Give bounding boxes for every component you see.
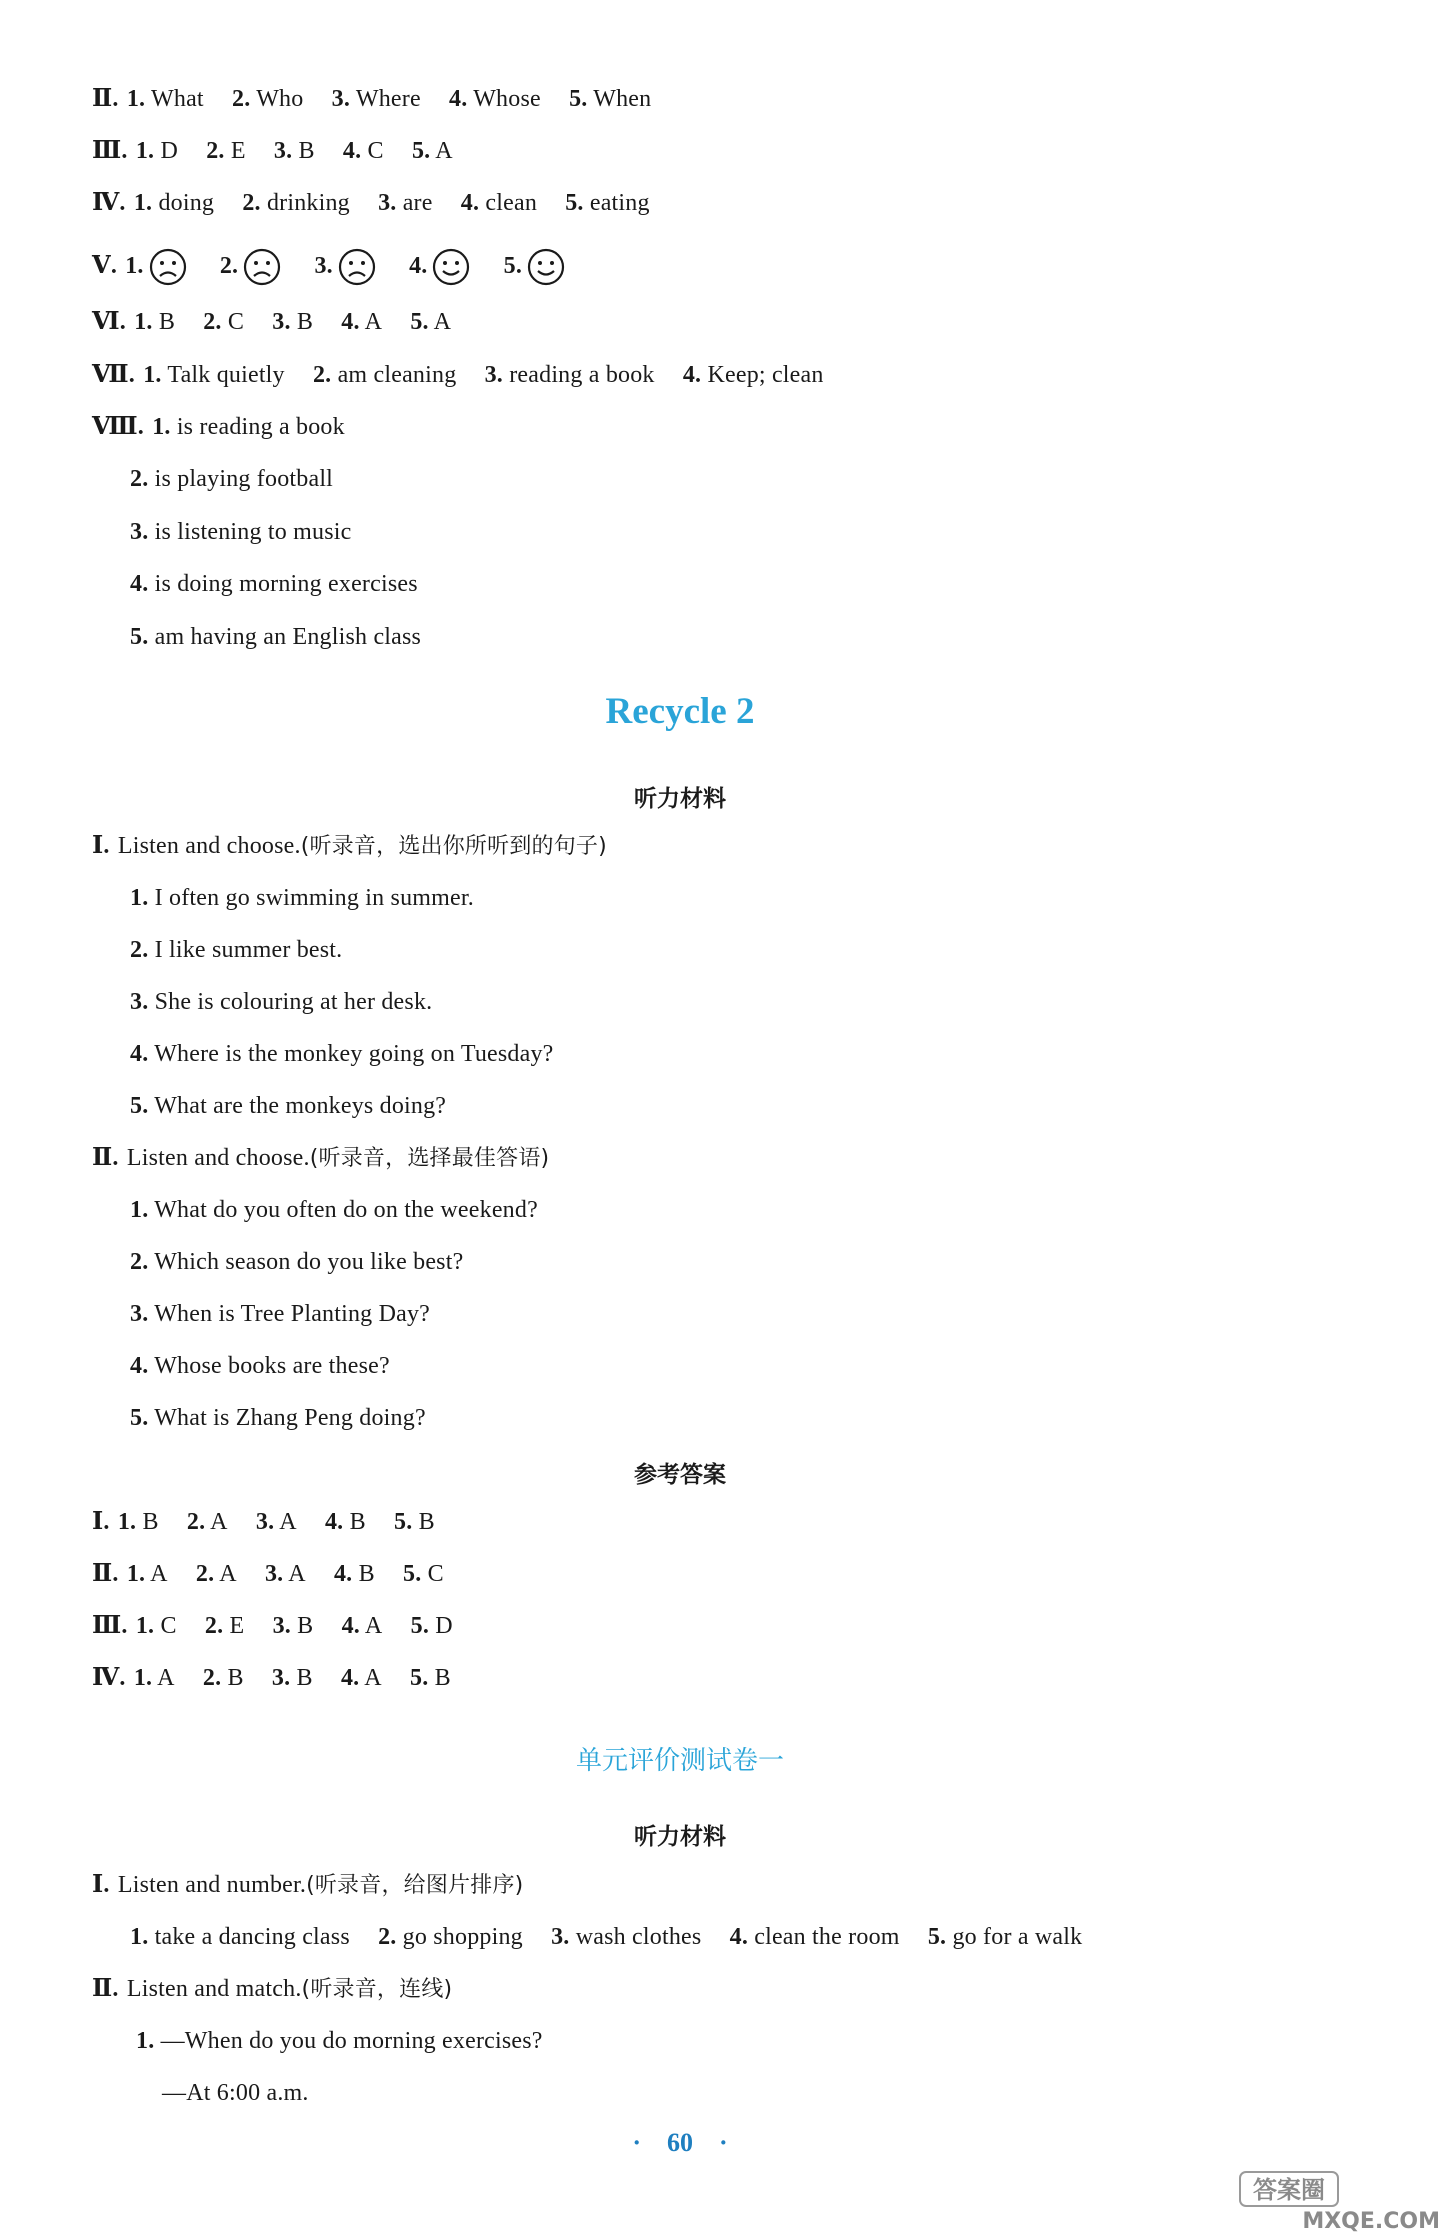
item-number: 4. [409,253,428,279]
roman-numeral: Ⅳ. [92,190,126,216]
item-number: 4. [682,362,702,388]
item-number: 2. [242,190,261,216]
page-number [0,2128,1360,2158]
item-number: 1. [143,362,162,388]
instruction-en: Listen and number. [117,1872,307,1898]
item-number: 1. [126,1561,146,1587]
item-number: 5. [410,1665,429,1691]
item-text: go shopping [402,1924,523,1950]
instruction-cn: (听录音，选择最佳答语) [309,1146,550,1171]
roman-numeral: Ⅴ. [92,253,118,279]
item-text: B [349,1509,366,1535]
item-text: B [297,1613,314,1639]
item-text: A [279,1509,297,1535]
roman-numeral: Ⅱ. [92,1145,119,1171]
item-text: drinking [266,190,350,216]
part2-heading [92,1974,452,2005]
item-number: 5. [503,253,523,279]
item-text: A [210,1509,228,1535]
item-text: Where [355,86,421,112]
item-text: Whose books are these? [154,1353,390,1379]
item-number: 5. [927,1924,947,1950]
item-text: B [298,138,315,164]
answer-row-q8-2 [130,464,333,494]
instruction-en: Listen and choose. [126,1145,310,1171]
roman-numeral: Ⅳ. [92,1665,126,1691]
item-number: 3. [273,138,293,164]
item-text: clean the room [754,1924,900,1950]
item-number: 1. [117,1509,137,1535]
item-number: 4. [449,86,468,112]
roman-numeral: Ⅵ. [92,309,126,335]
item-number: 4. [130,1353,149,1379]
answer-row-q5 [92,246,592,287]
happy-face-icon [431,247,471,287]
item-number: 3. [484,362,504,388]
instruction-en: Listen and choose. [117,833,301,859]
item-text: E [229,1613,245,1639]
item-number: 3. [551,1924,570,1950]
list-item [130,935,342,965]
item-number: 2. [204,1613,224,1639]
item-number: 3. [255,1509,275,1535]
item-text: B [296,1665,313,1691]
item-number: 2. [203,309,222,335]
part1-heading [92,1870,523,1901]
item-text: A [433,309,452,335]
roman-numeral: Ⅶ. [92,362,135,388]
item-number: 1. [152,414,171,440]
item-number: 5. [130,624,149,650]
item-number: 2. [219,253,239,279]
item-text: C [367,138,384,164]
item-text: —When do you do morning exercises? [160,2028,543,2054]
list-item [130,1403,426,1433]
list-item [130,1351,390,1381]
item-number: 1. [130,1197,149,1223]
item-text: D [435,1613,453,1639]
item-text: —At 6:00 a.m. [162,2080,309,2106]
instruction-cn: (听录音，连线) [301,1977,453,2002]
item-text: C [160,1613,177,1639]
item-number: 4. [341,1613,360,1639]
answer-row-q8-1 [92,412,345,442]
item-number: 5. [410,1613,430,1639]
item-text: Which season do you like best? [154,1249,464,1275]
item-text: B [142,1509,159,1535]
item-text: What [151,86,204,112]
item-number: 5. [130,1405,149,1431]
answer-row [92,1507,435,1537]
page-number-value: 60 [667,2128,693,2157]
instruction-cn: (听录音，选出你所听到的句子) [300,834,607,859]
item-number: 3. [331,86,351,112]
roman-numeral: Ⅱ. [92,86,119,112]
unit-test-title: 单元评价测试卷一 [575,1746,784,1776]
item-number: 3. [272,309,291,335]
item-number: 1. [126,86,146,112]
item-number: 4. [333,1561,353,1587]
item-number: 2. [186,1509,206,1535]
item-number: 5. [410,309,429,335]
item-number: 2. [378,1924,397,1950]
item-text: A [219,1561,237,1587]
item-number: 1. [133,190,153,216]
list-item [130,1091,446,1121]
item-number: 1. [135,138,155,164]
item-number: 4. [130,571,149,597]
item-text: C [427,1561,444,1587]
roman-numeral: Ⅲ. [92,1613,128,1639]
watermark-text: 答案圈 [1253,2176,1325,2204]
answer-row-q2 [92,84,651,114]
footer-dot: · [632,2128,641,2157]
item-text: is reading a book [176,414,345,440]
item-number: 4. [130,1041,149,1067]
sad-face-icon [148,247,188,287]
item-text: is playing football [154,466,334,492]
watermark-site: MXQE.COM [1302,2209,1440,2232]
item-number: 4. [460,190,480,216]
item-number: 2. [130,1249,149,1275]
list-item [130,1247,463,1277]
item-text: wash clothes [575,1924,702,1950]
part1-heading [92,831,607,862]
item-text: A [435,138,453,164]
roman-numeral: Ⅰ. [92,833,110,859]
part2-heading [92,1143,549,1174]
answers-heading: 参考答案 [634,1462,726,1488]
item-number: 3. [130,1301,149,1327]
answer-row [92,1559,444,1589]
item-number: 2. [232,86,251,112]
roman-numeral: Ⅰ. [92,1872,110,1898]
item-number: 5. [411,138,431,164]
item-number: 1. [133,1665,153,1691]
roman-numeral: Ⅱ. [92,1976,119,2002]
list-item [130,1039,554,1069]
item-text: What is Zhang Peng doing? [154,1405,426,1431]
answer-row-q8-5 [130,622,421,652]
item-text: B [227,1665,244,1691]
item-text: What are the monkeys doing? [154,1093,447,1119]
item-text: are [402,190,433,216]
item-number: 2. [195,1561,215,1587]
item-number: 1. [136,2028,155,2054]
list-item [130,987,432,1017]
instruction-en: Listen and match. [126,1976,302,2002]
happy-face-icon [526,247,566,287]
item-text: am having an English class [154,624,422,650]
item-number: 4. [340,1665,360,1691]
item-text: A [364,1613,383,1639]
item-number: 2. [206,138,225,164]
answer-row-q3 [92,136,453,166]
section-title: Recycle 2 [605,691,755,732]
item-text: B [434,1665,451,1691]
instruction-cn: (听录音，给图片排序) [306,1873,524,1898]
item-text: am cleaning [337,362,457,388]
watermark-logo [1238,2170,1443,2232]
listening-heading: 听力材料 [634,1824,726,1850]
roman-numeral: Ⅰ. [92,1509,110,1535]
item-number: 4. [324,1509,344,1535]
item-text: take a dancing class [154,1924,350,1950]
item-number: 5. [569,86,588,112]
answer-row [92,1663,451,1693]
dialog-answer [162,2078,309,2108]
answer-row-q8-4 [130,569,418,599]
item-text: A [150,1561,168,1587]
item-text: B [358,1561,375,1587]
item-number: 3. [130,989,149,1015]
item-text: A [364,1665,382,1691]
sad-face-icon [337,247,377,287]
item-number: 5. [130,1093,149,1119]
dialog-question [136,2026,543,2056]
item-text: A [157,1665,175,1691]
item-text: I often go swimming in summer. [154,885,474,911]
item-number: 3. [378,190,397,216]
item-text: B [158,309,176,335]
item-text: is listening to music [154,519,352,545]
roman-numeral: Ⅲ. [92,138,128,164]
item-text: When [593,86,652,112]
item-number: 2. [202,1665,222,1691]
sad-face-icon [242,247,282,287]
item-text: go for a walk [952,1924,1083,1950]
item-number: 3. [272,1613,291,1639]
item-text: Keep; clean [707,362,824,388]
item-text: B [418,1509,435,1535]
list-item [130,1299,430,1329]
item-number: 1. [134,309,153,335]
item-number: 2. [130,937,149,963]
item-number: 3. [130,519,149,545]
listening-heading: 听力材料 [634,786,726,812]
item-text: Whose [473,86,541,112]
item-text: A [288,1561,306,1587]
item-number: 1. [130,885,149,911]
item-text: clean [485,190,538,216]
answer-row [92,1611,453,1641]
item-text: reading a book [509,362,655,388]
item-text: What do you often do on the weekend? [154,1197,538,1223]
item-text: When is Tree Planting Day? [154,1301,431,1327]
item-text: She is colouring at her desk. [154,989,433,1015]
item-number: 1. [130,1924,149,1950]
item-text: D [160,138,178,164]
item-text: E [230,138,246,164]
answer-row-q6 [92,307,451,337]
answer-row-q7 [92,360,824,390]
item-number: 3. [314,253,333,279]
item-number: 5. [394,1509,413,1535]
item-number: 3. [271,1665,291,1691]
item-number: 4. [341,309,360,335]
item-text: Who [256,86,304,112]
list-item [130,883,474,913]
item-text: is doing morning exercises [154,571,418,597]
item-text: C [227,309,245,335]
item-number: 2. [312,362,332,388]
answer-row-q8-3 [130,517,351,547]
item-number: 2. [130,466,149,492]
item-number: 5. [565,190,584,216]
item-text: I like summer best. [154,937,343,963]
item-text: eating [589,190,650,216]
footer-dot: · [719,2128,728,2157]
item-number: 4. [729,1924,749,1950]
roman-numeral: Ⅱ. [92,1561,119,1587]
item-text: A [364,309,383,335]
answer-row-q4 [92,188,650,218]
item-number: 1. [125,253,144,279]
item-text: Talk quietly [167,362,285,388]
item-number: 3. [264,1561,284,1587]
list-item [130,1195,538,1225]
item-number: 1. [135,1613,155,1639]
item-text: Where is the monkey going on Tuesday? [154,1041,554,1067]
item-text: B [296,309,314,335]
item-number: 5. [403,1561,422,1587]
item-text: doing [158,190,215,216]
item-number: 4. [342,138,362,164]
activity-list [130,1922,1082,1952]
roman-numeral: Ⅷ. [92,414,144,440]
